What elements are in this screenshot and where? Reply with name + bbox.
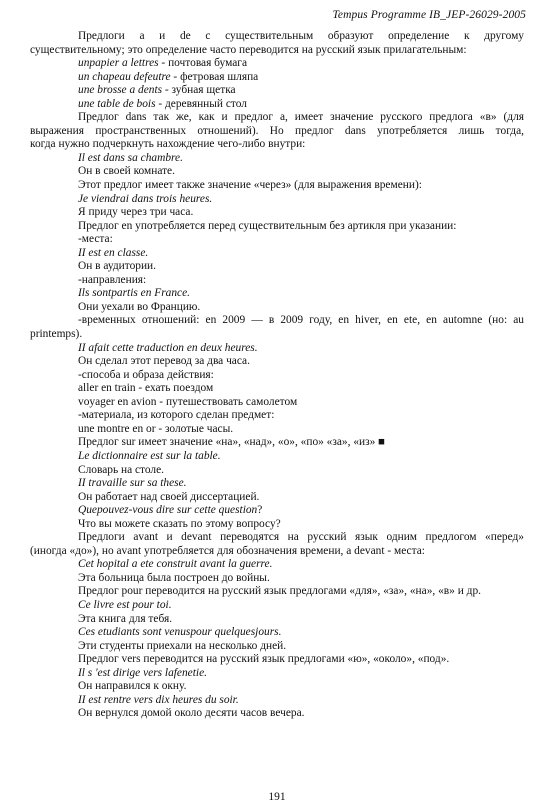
text-line	[30, 626, 524, 640]
text-line	[30, 342, 524, 356]
text-line-main: -места:	[78, 233, 113, 246]
text-line-main: Cet hopital a ete construit avant la guerre.	[78, 558, 273, 571]
text-line	[30, 409, 524, 423]
text-line	[30, 138, 524, 152]
text-line-main: Я приду через три часа.	[78, 206, 194, 219]
text-line-main: Предлоги avant и devant переводятся на русский язык одним предлогом «перед»	[78, 531, 524, 544]
text-line-main: une table de bois -	[78, 97, 163, 110]
text-line	[30, 71, 524, 85]
text-line-main: Предлог sur имеет значение «на», «над», «о», «по» «за», «из» ■	[78, 436, 386, 449]
text-line-main: -направления:	[78, 273, 147, 286]
text-line	[30, 504, 524, 518]
text-line	[30, 44, 524, 58]
text-line	[30, 247, 524, 261]
text-line-main: -временных отношений: en 2009 — в 2009 году, en hiver, en ete, en automne (но: au	[78, 314, 524, 327]
text-line-main: Предлоги а и de с существительным образуют определение к другому	[78, 30, 524, 42]
text-line-main: Je viendrai dans trois heures.	[78, 192, 213, 205]
text-line-main: Эти студенты приехали на несколько дней.	[78, 639, 287, 652]
text-line	[30, 165, 524, 179]
text-line	[30, 585, 524, 599]
text-line-main: -материала, из которого сделан предмет:	[78, 409, 275, 422]
text-line	[30, 667, 524, 681]
text-line-main: Они уехали во Францию.	[78, 300, 201, 313]
text-line	[30, 491, 524, 505]
text-line	[30, 396, 524, 410]
text-line-main: Предлог vers переводится на русский язык предлогами «ю», «около», «под».	[78, 653, 450, 666]
text-line	[30, 30, 524, 44]
text-line	[30, 57, 524, 71]
text-line	[30, 613, 524, 627]
text-line-translation: ехать поездом	[142, 382, 214, 395]
text-line-main: Словарь на столе.	[78, 463, 165, 476]
text-line	[30, 233, 524, 247]
text-line-main: существительному; это определение часто переводится на русский язык прилагательным:	[30, 43, 467, 56]
text-line-translation: золотые часы.	[162, 422, 234, 435]
text-line-main: Он вернулся домой около десяти часов вечера.	[78, 707, 305, 720]
text-line-main: printemps).	[30, 328, 83, 341]
text-line	[30, 694, 524, 708]
text-line	[30, 274, 524, 288]
page-number: 191	[268, 791, 286, 803]
text-line-main: Эта больница была построен до войны.	[78, 571, 270, 584]
text-line-main: Этот предлог имеет также значение «через» (для выражения времени):	[78, 179, 422, 192]
text-line-translation: зубная щетка	[168, 84, 236, 97]
text-line-main: Он сделал этот перевод за два часа.	[78, 355, 250, 368]
text-line-translation: фетровая шляпа	[177, 70, 259, 83]
text-line	[30, 152, 524, 166]
text-line-main: Il s 'est dirige vers lafenetie.	[78, 666, 207, 679]
text-line	[30, 640, 524, 654]
text-line	[30, 355, 524, 369]
text-line-main: Le dictionnaire est sur la table.	[78, 449, 221, 462]
text-line-main: Что вы можете сказать по этому вопросу?	[78, 517, 281, 530]
text-line-main: (иногда «до»), но avant употребляется для обозначения времени, a devant - места:	[30, 544, 425, 557]
text-line	[30, 328, 524, 342]
text-line	[30, 464, 524, 478]
text-line-main: -способа и образа действия:	[78, 368, 214, 381]
text-line-main: Он в аудитории.	[78, 260, 156, 273]
text-line-main: Предлог dans так же, как и предлог а, имеет значение русского предлога «в» (для	[78, 111, 524, 124]
text-line-main: Ce livre est pour toi.	[78, 598, 172, 611]
text-line-main: Он направился к окну.	[78, 680, 187, 693]
text-line	[30, 680, 524, 694]
text-line-main: Он работает над своей диссертацией.	[78, 490, 260, 503]
running-header: Tempus Programme IB_JEP-26029-2005	[332, 9, 526, 21]
text-line	[30, 558, 524, 572]
text-line	[30, 220, 524, 234]
text-line	[30, 287, 524, 301]
text-line-main: II est rentre vers dix heures du soir.	[78, 693, 239, 706]
text-line	[30, 193, 524, 207]
text-line	[30, 545, 524, 559]
text-line	[30, 84, 524, 98]
text-line-main: Ils sontpartis en France.	[78, 287, 190, 300]
text-line	[30, 599, 524, 613]
text-line-main: выражения пространственных отношений). Но предлог dans употребляется лишь тогда,	[30, 124, 524, 137]
text-line	[30, 260, 524, 274]
text-line-main: Эта книга для тебя.	[78, 612, 173, 625]
text-line-main: voyager en avion -	[78, 395, 164, 408]
text-line	[30, 111, 524, 125]
text-line-main: Ces etudiants sont venuspour quelquesjours.	[78, 626, 282, 639]
text-line	[30, 450, 524, 464]
text-line-translation: ?	[257, 504, 263, 517]
text-line	[30, 477, 524, 491]
text-line-main: une brosse a dents -	[78, 84, 169, 97]
text-line	[30, 572, 524, 586]
text-line-main: II travaille sur sa these.	[78, 477, 187, 490]
text-line	[30, 531, 524, 545]
text-line	[30, 436, 524, 450]
text-line	[30, 707, 524, 721]
text-line-translation: деревянный стол	[162, 97, 247, 110]
text-line-translation: почтовая бумага	[165, 57, 248, 70]
text-line-main: II afait cette traduction en deux heures.	[78, 341, 258, 354]
text-line-main: une montre en or -	[78, 422, 163, 435]
text-line-main: un chapeau defeutre -	[78, 70, 178, 83]
text-line	[30, 518, 524, 532]
text-line-main: Il est dans sa chambre.	[78, 151, 183, 164]
text-line	[30, 98, 524, 112]
text-line-main: Предлог pour переводится на русский язык предлогами «для», «за», «на», «в» и др.	[78, 585, 481, 598]
text-line-main: unpapier a lettres -	[78, 57, 166, 70]
text-line	[30, 179, 524, 193]
text-line	[30, 369, 524, 383]
text-line	[30, 314, 524, 328]
text-line-main: II est en classe.	[78, 246, 149, 259]
text-line	[30, 423, 524, 437]
text-line-main: Он в своей комнате.	[78, 165, 175, 178]
text-line	[30, 301, 524, 315]
text-line-main: когда нужно подчеркнуть нахождение чего-либо внутри:	[30, 138, 306, 151]
text-line	[30, 382, 524, 396]
text-line-main: Предлог en употребляется перед существительным без артикля при указании:	[78, 219, 457, 232]
text-line-main: aller en train -	[78, 382, 143, 395]
text-line	[30, 653, 524, 667]
text-line	[30, 125, 524, 139]
page-body	[30, 30, 524, 721]
text-line-translation: путешествовать самолетом	[163, 395, 298, 408]
text-line	[30, 206, 524, 220]
text-line-main: Quepouvez-vous dire sur cette question	[78, 504, 258, 517]
